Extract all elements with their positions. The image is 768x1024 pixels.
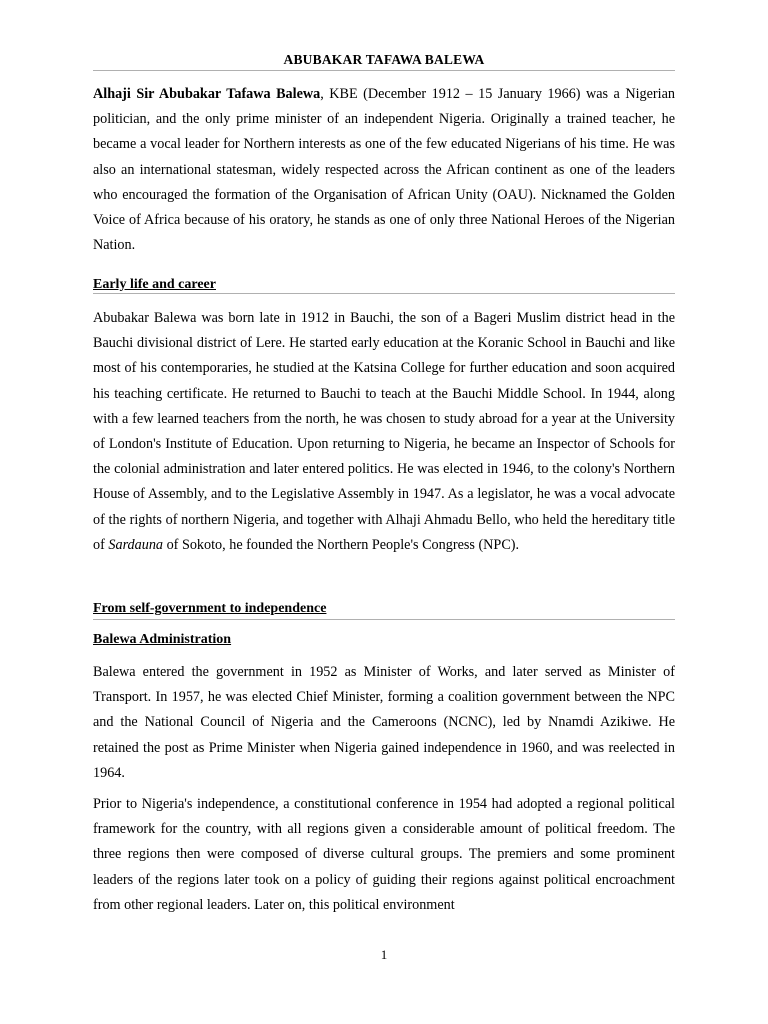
early-life-paragraph [93, 306, 675, 558]
subject-name: Alhaji Sir Abubakar Tafawa Balewa [93, 86, 321, 102]
section-heading-self-government: From self-government to independence [93, 601, 327, 616]
intro-text: , KBE (December 1912 – 15 January 1966) was a Nigerian politician, and the only prime minister of an independent Nigeria. Originally a trained teacher, he became a vocal leader for Northern interests as one of the few educated Nigerians of his time. He was also an international statesman, widely respected across the African continent as one of the leaders who encouraged the formation of the Organisation of African Unity (OAU). Nicknamed the Golden Voice of Africa because of his oratory, he stands as one of only three National Heroes of the Nigerian Nation. [93, 86, 675, 254]
page-number: 1 [380, 947, 388, 962]
sardauna-term: Sardauna [108, 536, 164, 553]
section-divider-early-life [93, 293, 675, 294]
title-divider [93, 70, 675, 71]
intro-paragraph [93, 82, 675, 258]
section-divider-self-government [93, 619, 675, 620]
early-life-text-end: of Sokoto, he founded the Northern People's Congress (NPC). [163, 536, 520, 553]
administration-paragraph-2: Prior to Nigeria's independence, a constitutional conference in 1954 had adopted a regional political framework for the country, with all regions given a considerable amount of political freedom. The three regions then were composed of diverse cultural groups. The premiers and some prominent leaders of the regions later took on a policy of guiding their regions against political encroachment from other regional leaders. Later on, this political environment [93, 796, 675, 913]
section-heading-early-life: Early life and career [93, 277, 216, 292]
early-life-text: Abubakar Balewa was born late in 1912 in Bauchi, the son of a Bageri Muslim district head in the Bauchi divisional district of Lere. He started early education at the Koranic School in Bauchi and like most of his contemporaries, he studied at the Katsina College for further education and soon acquired his teaching certificate. He returned to Bauchi to teach at the Bauchi Middle School. In 1944, along with a few learned teachers from the north, he was chosen to study abroad for a year at the University of London's Institute of Education. Upon returning to Nigeria, he became an Inspector of Schools for the colonial administration and later entered politics. He was elected in 1946, to the colony's Northern House of Assembly, and to the Legislative Assembly in 1947. As a legislator, he was a vocal advocate of the rights of northern Nigeria, and together with Alhaji Ahmadu Bello, who held the hereditary title of [93, 310, 675, 553]
subsection-heading-administration: Balewa Administration [93, 632, 232, 647]
document-title: ABUBAKAR TAFAWA BALEWA [283, 52, 485, 67]
administration-paragraph-1: Balewa entered the government in 1952 as Minister of Works, and later served as Minister of Transport. In 1957, he was elected Chief Minister, forming a coalition government between the NPC and the National Council of Nigeria and the Cameroons (NCNC), led by Nnamdi Azikiwe. He retained the post as Prime Minister when Nigeria gained independence in 1960, and was reelected in 1964. [93, 664, 675, 781]
